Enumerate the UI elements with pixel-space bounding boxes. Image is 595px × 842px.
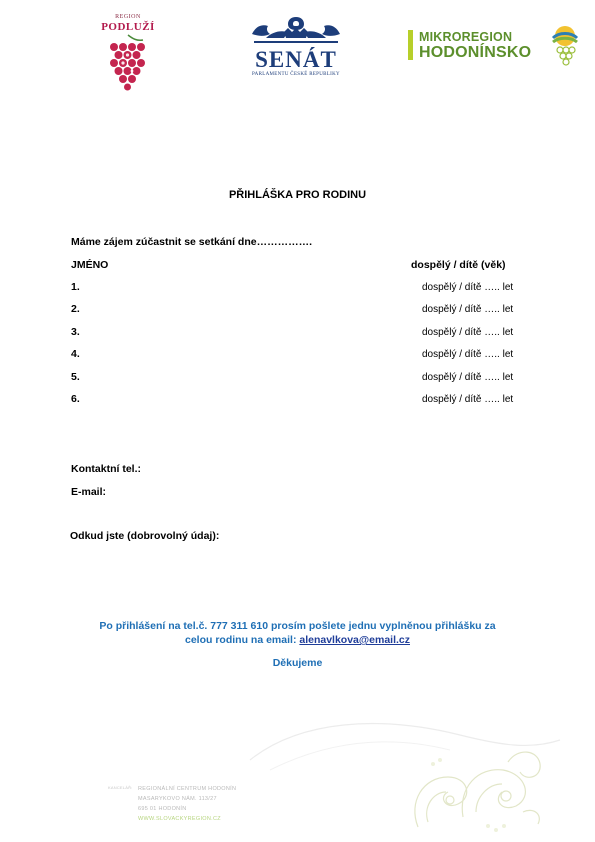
- contact-phone-label: Kontaktní tel.:: [71, 463, 141, 475]
- row-age-field[interactable]: dospělý / dítě ….. let: [422, 327, 514, 338]
- notice-line2-prefix: celou rodinu na email:: [185, 634, 300, 646]
- row-number: 5.: [71, 371, 80, 383]
- footer-address-line: MASARYKOVO NÁM. 113/27: [138, 796, 217, 802]
- origin-label: Odkud jste (dobrovolný údaj):: [70, 530, 220, 542]
- notice-line1: Po přihlášení na tel.č. 777 311 610 prosím pošlete jednu vyplněnou přihlášku za: [99, 620, 496, 632]
- paisley-ornament-icon: [398, 742, 548, 837]
- footer-address: [138, 784, 236, 824]
- footer-office-label: KANCELÁŘ:: [108, 785, 133, 790]
- row-number: 6.: [71, 393, 80, 405]
- mikroregion-logo-line2: HODONÍNSKO: [419, 44, 532, 61]
- mikroregion-logo-bar: [408, 30, 413, 60]
- senat-logo-name: SENÁT: [255, 47, 337, 72]
- grape-icon: [103, 33, 153, 91]
- sun-grape-icon: [548, 24, 582, 70]
- mikroregion-logo: [408, 22, 583, 74]
- podluzi-logo-top-text: REGION: [115, 14, 141, 20]
- email-label: E-mail:: [71, 486, 107, 498]
- name-header: JMÉNO: [71, 259, 109, 271]
- row-number: 2.: [71, 303, 80, 315]
- row-age-field[interactable]: dospělý / dítě ….. let: [422, 304, 514, 315]
- row-number: 1.: [71, 281, 80, 293]
- row-number: 4.: [71, 348, 80, 360]
- mikroregion-logo-line1: MIKROREGION: [419, 30, 513, 44]
- senat-logo: [244, 14, 348, 90]
- notice-text: [40, 619, 555, 647]
- row-age-field[interactable]: dospělý / dítě ….. let: [422, 282, 514, 293]
- footer-address-line: 695 01 HODONÍN: [138, 806, 187, 812]
- podluzi-logo-name: PODLUŽÍ: [101, 21, 155, 33]
- form-title: PŘIHLÁŠKA PRO RODINU: [228, 189, 367, 201]
- senat-logo-subtitle: PARLAMENTU ČESKÉ REPUBLIKY: [252, 72, 340, 77]
- thanks-text: Děkujeme: [272, 657, 323, 669]
- email-link[interactable]: alenavlkova@email.cz: [299, 634, 410, 646]
- row-number: 3.: [71, 326, 80, 338]
- intro-line: Máme zájem zúčastnit se setkání dne…………….: [71, 236, 312, 248]
- podluzi-logo: [95, 14, 161, 96]
- row-age-field[interactable]: dospělý / dítě ….. let: [422, 394, 514, 405]
- senat-emblem-icon: [246, 14, 346, 48]
- footer-web-link[interactable]: WWW.SLOVACKYREGION.CZ: [138, 816, 221, 822]
- footer-address-line: REGIONÁLNÍ CENTRUM HODONÍN: [138, 786, 237, 792]
- age-header: dospělý / dítě (věk): [411, 259, 506, 271]
- row-age-field[interactable]: dospělý / dítě ….. let: [422, 349, 514, 360]
- notice-line2: [40, 633, 555, 647]
- row-age-field[interactable]: dospělý / dítě ….. let: [422, 372, 514, 383]
